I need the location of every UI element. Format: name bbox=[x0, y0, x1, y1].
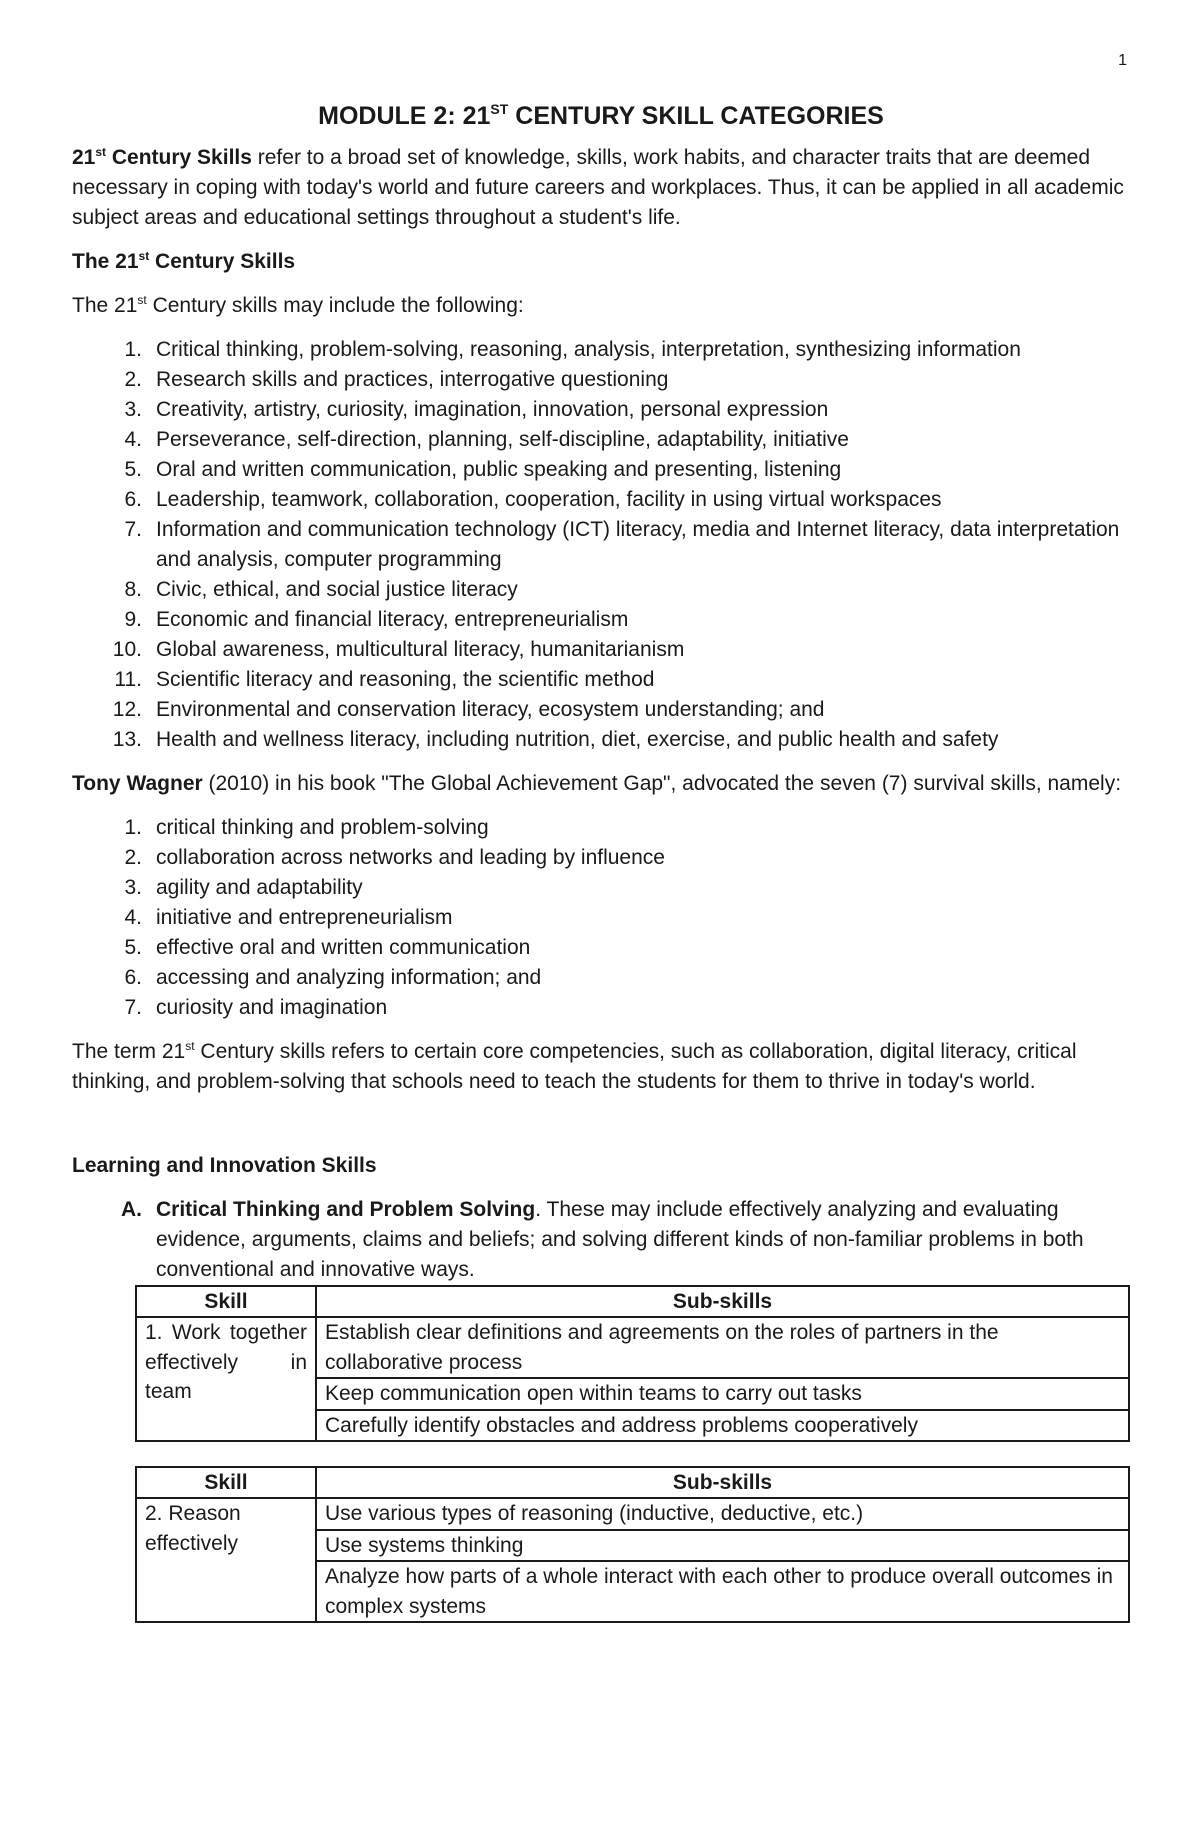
list-item bbox=[72, 873, 1130, 903]
list-item-text: Information and communication technology (ICT) literacy, media and Internet literacy, data interpretation and analysis, computer programming bbox=[156, 517, 1120, 571]
list-item bbox=[72, 813, 1130, 843]
header-skill: Skill bbox=[136, 1467, 316, 1498]
survival-skills-list bbox=[72, 813, 1130, 1023]
list-item-number: 8. bbox=[124, 577, 142, 601]
list-item-text: critical thinking and problem-solving bbox=[156, 815, 489, 839]
list-item-text: Creativity, artistry, curiosity, imagination, innovation, personal expression bbox=[156, 397, 829, 421]
skills-table-2 bbox=[135, 1466, 1130, 1623]
list-item-text: Scientific literacy and reasoning, the scientific method bbox=[156, 667, 655, 691]
list-item-text: Global awareness, multicultural literacy, humanitarianism bbox=[156, 637, 685, 661]
skill-cell: 2. Reason effectively bbox=[136, 1498, 316, 1622]
page-number: 1 bbox=[1118, 52, 1127, 69]
list-item-text: Research skills and practices, interrogative questioning bbox=[156, 367, 669, 391]
list-item-number: 5. bbox=[124, 457, 142, 481]
list-item-number: 12. bbox=[112, 697, 142, 721]
list-item bbox=[72, 635, 1130, 665]
list-item bbox=[72, 695, 1130, 725]
list-item-number: 13. bbox=[112, 727, 142, 751]
header-subskills: Sub-skills bbox=[316, 1467, 1129, 1498]
list-item bbox=[72, 455, 1130, 485]
skill-cell: 1. Work together effectively in team bbox=[136, 1317, 316, 1441]
subskill-cell: Keep communication open within teams to carry out tasks bbox=[316, 1378, 1129, 1409]
list-item-number: 5. bbox=[124, 935, 142, 959]
list-item-text: curiosity and imagination bbox=[156, 995, 388, 1019]
list-item-text: collaboration across networks and leading by influence bbox=[156, 845, 665, 869]
list-item bbox=[72, 903, 1130, 933]
wagner-paragraph: Tony Wagner (2010) in his book "The Global Achievement Gap", advocated the seven (7) survival skills, namely: bbox=[72, 771, 1122, 795]
list-item-text: Perseverance, self-direction, planning, self-discipline, adaptability, initiative bbox=[156, 427, 849, 451]
header-skill: Skill bbox=[136, 1286, 316, 1317]
list-item-number: 3. bbox=[124, 397, 142, 421]
table-row bbox=[136, 1317, 1129, 1378]
list-item-text: effective oral and written communication bbox=[156, 935, 531, 959]
subskill-cell: Carefully identify obstacles and address problems cooperatively bbox=[316, 1410, 1129, 1441]
list-item bbox=[72, 933, 1130, 963]
list-item-number: 10. bbox=[112, 637, 142, 661]
table-row bbox=[136, 1498, 1129, 1529]
list-item-text: Oral and written communication, public speaking and presenting, listening bbox=[156, 457, 842, 481]
list-item bbox=[72, 365, 1130, 395]
list-item-number: 4. bbox=[124, 427, 142, 451]
subskill-cell: Analyze how parts of a whole interact with each other to produce overall outcomes in complex systems bbox=[316, 1561, 1129, 1622]
list-item bbox=[72, 335, 1130, 365]
list-item bbox=[72, 425, 1130, 455]
subskill-cell: Use systems thinking bbox=[316, 1530, 1129, 1561]
item-description: Critical Thinking and Problem Solving. These may include effectively analyzing and evaluating evidence, arguments, claims and beliefs; and solving different kinds of non-familiar problems in both conventional and innovative ways. bbox=[156, 1197, 1084, 1281]
list-item-number: 11. bbox=[114, 667, 142, 691]
list-item bbox=[72, 605, 1130, 635]
list-item-text: Economic and financial literacy, entrepreneurialism bbox=[156, 607, 629, 631]
list-item bbox=[72, 993, 1130, 1023]
list-item-number: 2. bbox=[124, 845, 142, 869]
list-item-text: Environmental and conservation literacy, ecosystem understanding; and bbox=[156, 697, 825, 721]
list-item-text: Health and wellness literacy, including nutrition, diet, exercise, and public health and safety bbox=[156, 727, 999, 751]
document-body bbox=[72, 100, 1130, 1623]
list-item-number: 1. bbox=[124, 815, 142, 839]
list-item-number: 7. bbox=[124, 517, 142, 541]
list-item-text: initiative and entrepreneurialism bbox=[156, 905, 453, 929]
skills-table-1 bbox=[135, 1285, 1130, 1442]
list-item-text: accessing and analyzing information; and bbox=[156, 965, 542, 989]
list-item bbox=[72, 725, 1130, 755]
list-item-number: 9. bbox=[124, 607, 142, 631]
list-item bbox=[72, 485, 1130, 515]
list-item-text: agility and adaptability bbox=[156, 875, 363, 899]
page-title: MODULE 2: 21ST CENTURY SKILL CATEGORIES bbox=[318, 101, 884, 130]
closing-paragraph: The term 21st Century skills refers to certain core competencies, such as collaboration, digital literacy, critical thinking, and problem-solving that schools need to teach the students for them to thrive in today's world. bbox=[72, 1038, 1077, 1093]
list-item-number: 1. bbox=[124, 337, 142, 361]
table-header-row bbox=[136, 1286, 1129, 1317]
list-item-text: Civic, ethical, and social justice literacy bbox=[156, 577, 518, 601]
header-subskills: Sub-skills bbox=[316, 1286, 1129, 1317]
list-item-number: 7. bbox=[124, 995, 142, 1019]
table-header-row bbox=[136, 1467, 1129, 1498]
skills-list bbox=[72, 335, 1130, 755]
list-item-text: Critical thinking, problem-solving, reasoning, analysis, interpretation, synthesizing information bbox=[156, 337, 1021, 361]
item-letter: A. bbox=[121, 1197, 142, 1221]
list-item-number: 6. bbox=[124, 965, 142, 989]
list-item-number: 3. bbox=[124, 875, 142, 899]
list-item-text: Leadership, teamwork, collaboration, cooperation, facility in using virtual workspaces bbox=[156, 487, 942, 511]
list-item bbox=[72, 843, 1130, 873]
list-item-number: 4. bbox=[124, 905, 142, 929]
list-item bbox=[72, 515, 1130, 575]
subskill-cell: Use various types of reasoning (inductive, deductive, etc.) bbox=[316, 1498, 1129, 1529]
subskill-cell: Establish clear definitions and agreements on the roles of partners in the collaborative process bbox=[316, 1317, 1129, 1378]
learning-innovation-heading: Learning and Innovation Skills bbox=[72, 1153, 377, 1177]
list-item-number: 2. bbox=[124, 367, 142, 391]
skills-lead-text: The 21st Century skills may include the following: bbox=[72, 292, 524, 317]
list-item bbox=[72, 395, 1130, 425]
section-heading-21st-century-skills: The 21st Century Skills bbox=[72, 248, 296, 273]
critical-thinking-item bbox=[72, 1195, 1130, 1285]
list-item bbox=[72, 665, 1130, 695]
list-item bbox=[72, 575, 1130, 605]
list-item-number: 6. bbox=[124, 487, 142, 511]
list-item bbox=[72, 963, 1130, 993]
intro-paragraph: 21st Century Skills refer to a broad set of knowledge, skills, work habits, and character traits that are deemed necessary in coping with today's world and future careers and workplaces. Thus, it can be applied in all academic subject areas and educational settings throughout a student's life. bbox=[72, 144, 1124, 229]
